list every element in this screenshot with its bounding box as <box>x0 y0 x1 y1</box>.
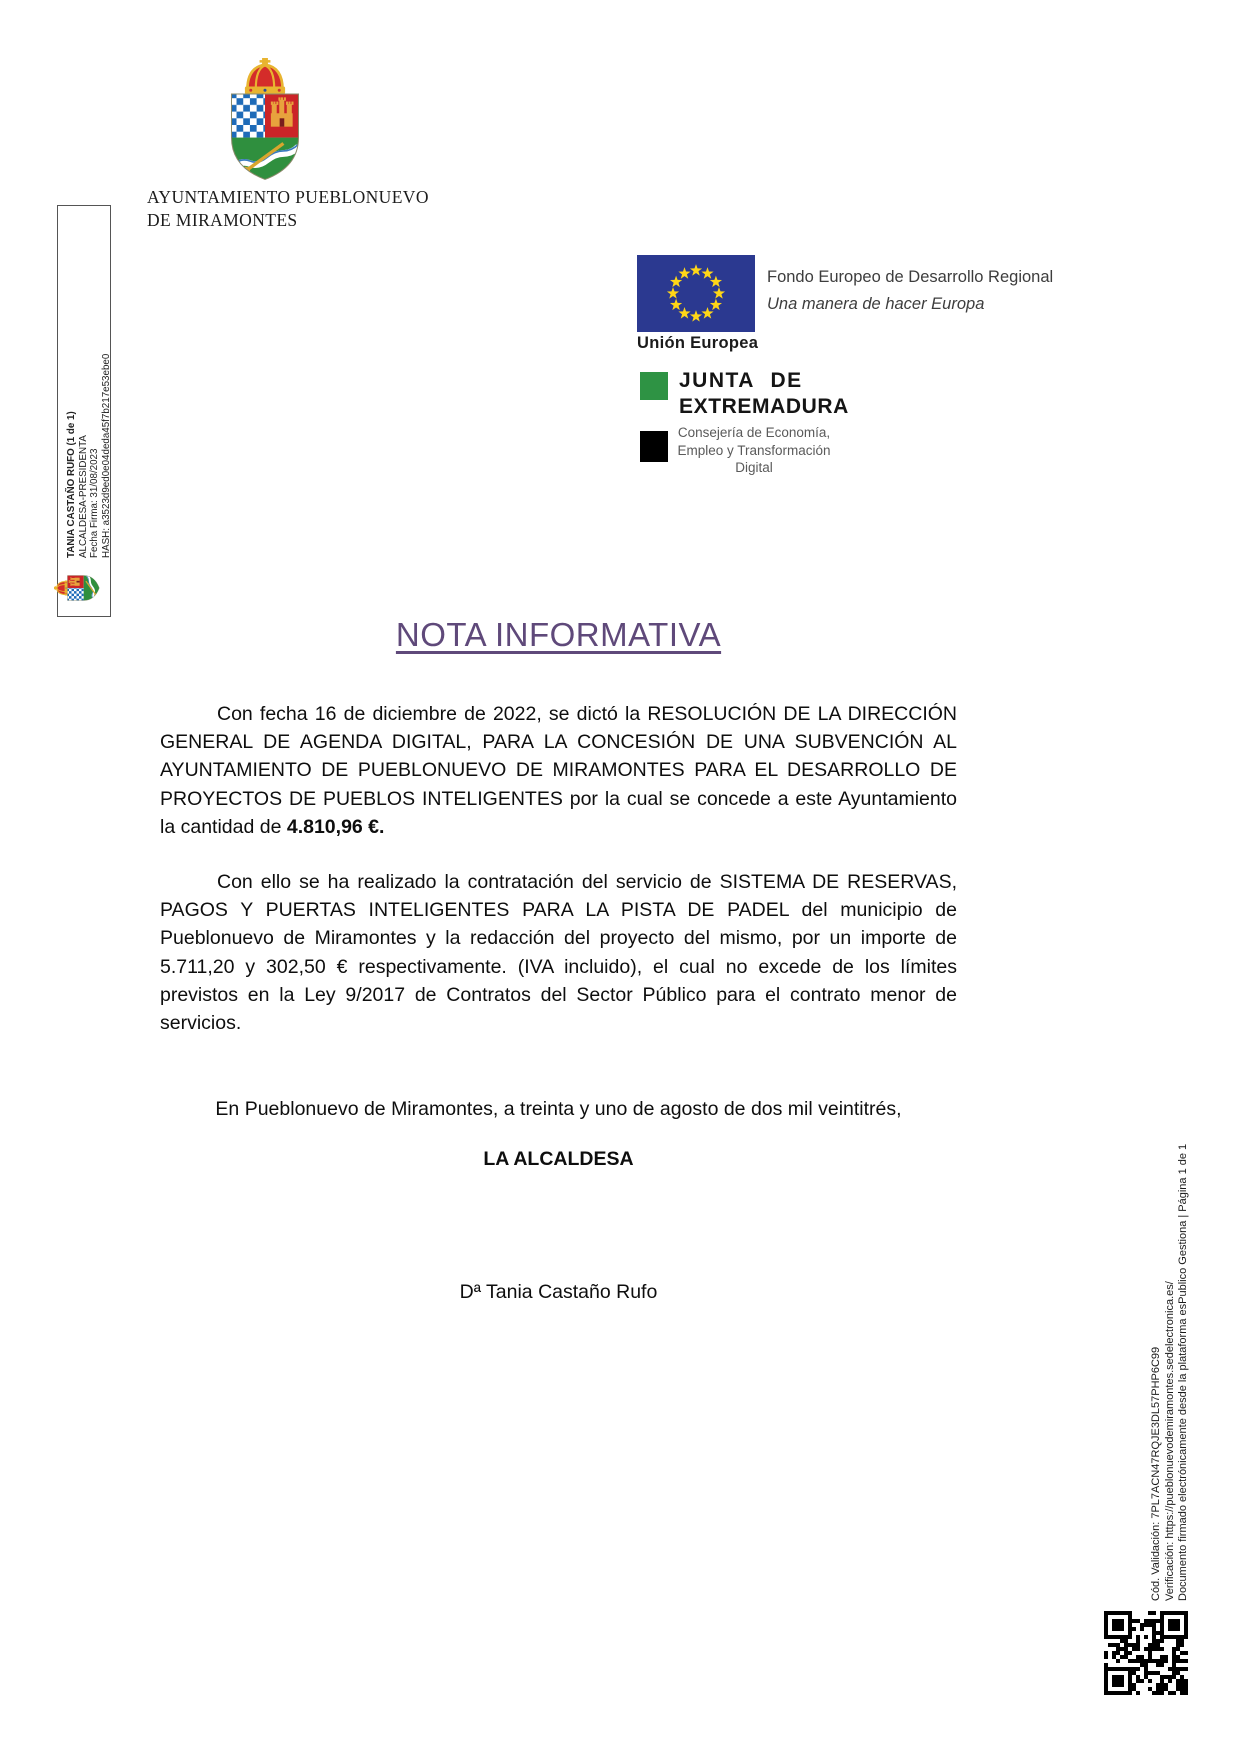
junta-department-line3: Digital <box>735 460 773 475</box>
eu-union-label: Unión Europea <box>637 334 759 352</box>
junta-green-square <box>640 372 668 400</box>
municipality-name-line1: AYUNTAMIENTO PUEBLONUEVO <box>147 187 429 207</box>
feder-text <box>767 264 1053 318</box>
coat-of-arms-small-icon <box>54 571 104 605</box>
qr-code-icon <box>1104 1611 1188 1695</box>
stamp-signer-name: TANIA CASTAÑO RUFO (1 de 1) <box>66 411 77 558</box>
municipality-name-line2: DE MIRAMONTES <box>147 210 298 230</box>
page-title: NOTA INFORMATIVA <box>395 616 722 653</box>
verification-url-line: Verificación: https://pueblonuevodemiramontes.sedelectronica.es/ <box>1163 1281 1176 1601</box>
stamp-signer-role: ALCALDESA-PRESIDENTA <box>77 435 89 558</box>
paragraph-2 <box>160 868 957 1037</box>
junta-name-line1: JUNTA DE <box>679 369 803 392</box>
junta-black-square <box>640 431 668 462</box>
signer-role-line: LA ALCALDESA <box>483 1148 634 1170</box>
gestiona-platform-line: Documento firmado electrónicamente desde la plataforma esPublico Gestiona | Página 1 de 1 <box>1177 1143 1190 1601</box>
feder-motto: Una manera de hacer Europa <box>767 295 985 313</box>
text-segment: 4.810,96 €. <box>286 815 385 838</box>
junta-department-line1: Consejería de Economía, <box>677 425 831 440</box>
stamp-hash: HASH: a3523d9ed0e04deda45f7b217e53ebe0 <box>100 353 112 558</box>
coat-of-arms-icon <box>222 58 308 192</box>
verification-margin-text <box>1150 951 1191 1601</box>
signature-stamp-text <box>66 222 112 558</box>
municipality-name <box>147 186 429 232</box>
junta-name-line2: EXTREMADURA <box>679 395 849 418</box>
document-body <box>160 700 957 1037</box>
validation-code-line: Cód. Validación: 7PL7ACN47RQJE3DL57PHP6C99 <box>1150 1346 1162 1601</box>
junta-department-line2: Empleo y Transformación <box>677 442 831 458</box>
junta-department <box>676 424 832 477</box>
feder-fund-line: Fondo Europeo de Desarrollo Regional <box>767 268 1054 286</box>
date-place-line: En Pueblonuevo de Miramontes, a treinta y uno de agosto de dos mil veintitrés, <box>215 1098 902 1120</box>
paragraph-1 <box>160 700 957 841</box>
eu-flag-icon <box>637 255 755 332</box>
text-segment: Con fecha 16 de diciembre de 2022, se dictó la RESOLUCIÓN DE LA DIRECCIÓN GENERAL DE AGENDA DIGITAL, PARA LA CONCESIÓN DE UNA SUBVENCIÓN AL AYUNTAMIENTO DE PUEBLONUEVO DE MIRAMONTES PARA EL DESARROLLO DE PROYECTOS DE PUEBLOS INTELIGENTES por la cual se concede a este Ayuntamiento la cantidad de <box>160 703 957 838</box>
text-segment: Con ello se ha realizado la contratación del servicio de SISTEMA DE RESERVAS, PAGOS Y PUERTAS INTELIGENTES PARA LA PISTA DE PADEL del municipio de Pueblonuevo de Miramontes y la redacción del proyecto del mismo, por un importe de 5.711,20 y 302,50 € respectivamente. (IVA incluido), el cual no excede de los límites previstos en la Ley 9/2017 de Contratos del Sector Público para el contrato menor de servicios. <box>160 871 957 1035</box>
signer-name-line: Dª Tania Castaño Rufo <box>459 1281 658 1303</box>
stamp-signature-date: Fecha Firma: 31/08/2023 <box>89 448 101 558</box>
